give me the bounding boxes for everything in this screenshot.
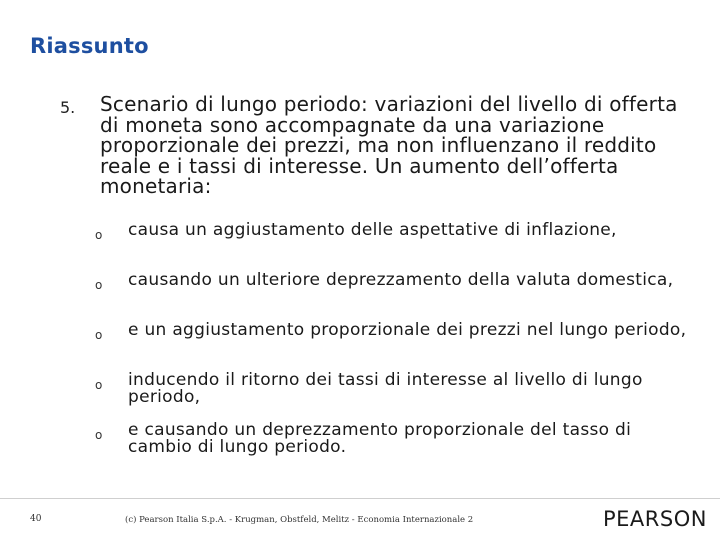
main-point-text: Scenario di lungo periodo: variazioni del livello di offerta di moneta sono accompagnate da una variazione proporzionale dei prezzi, ma non influenzano il reddito reale e i tassi di interesse. Un aumento dell’offerta monetaria: (100, 92, 678, 198)
sub-point-text: causa un aggiustamento delle aspettative di inflazione, (128, 220, 617, 240)
sub-point-text: e un aggiustamento proporzionale dei prezzi nel lungo periodo, (128, 320, 687, 340)
page-number: 40 (30, 514, 42, 524)
bullet-icon: o (95, 378, 103, 392)
sub-point-text: inducendo il ritorno dei tassi di interesse al livello di lungo periodo, (128, 370, 643, 407)
bullet-icon: o (95, 228, 103, 242)
footer-credit: (c) Pearson Italia S.p.A. - Krugman, Obstfeld, Melitz - Economia Internazionale 2 (125, 515, 474, 525)
sub-point-text: e causando un deprezzamento proporzionale del tasso di cambio di lungo periodo. (128, 420, 632, 457)
bullet-icon: o (95, 428, 103, 442)
bullet-icon: o (95, 278, 103, 292)
pearson-logo: PEARSON (603, 507, 707, 531)
slide-title: Riassunto (30, 34, 149, 58)
bullet-icon: o (95, 328, 103, 342)
main-point-number: 5. (60, 98, 76, 117)
footer-divider (0, 498, 720, 499)
sub-point-text: causando un ulteriore deprezzamento della valuta domestica, (128, 270, 674, 290)
